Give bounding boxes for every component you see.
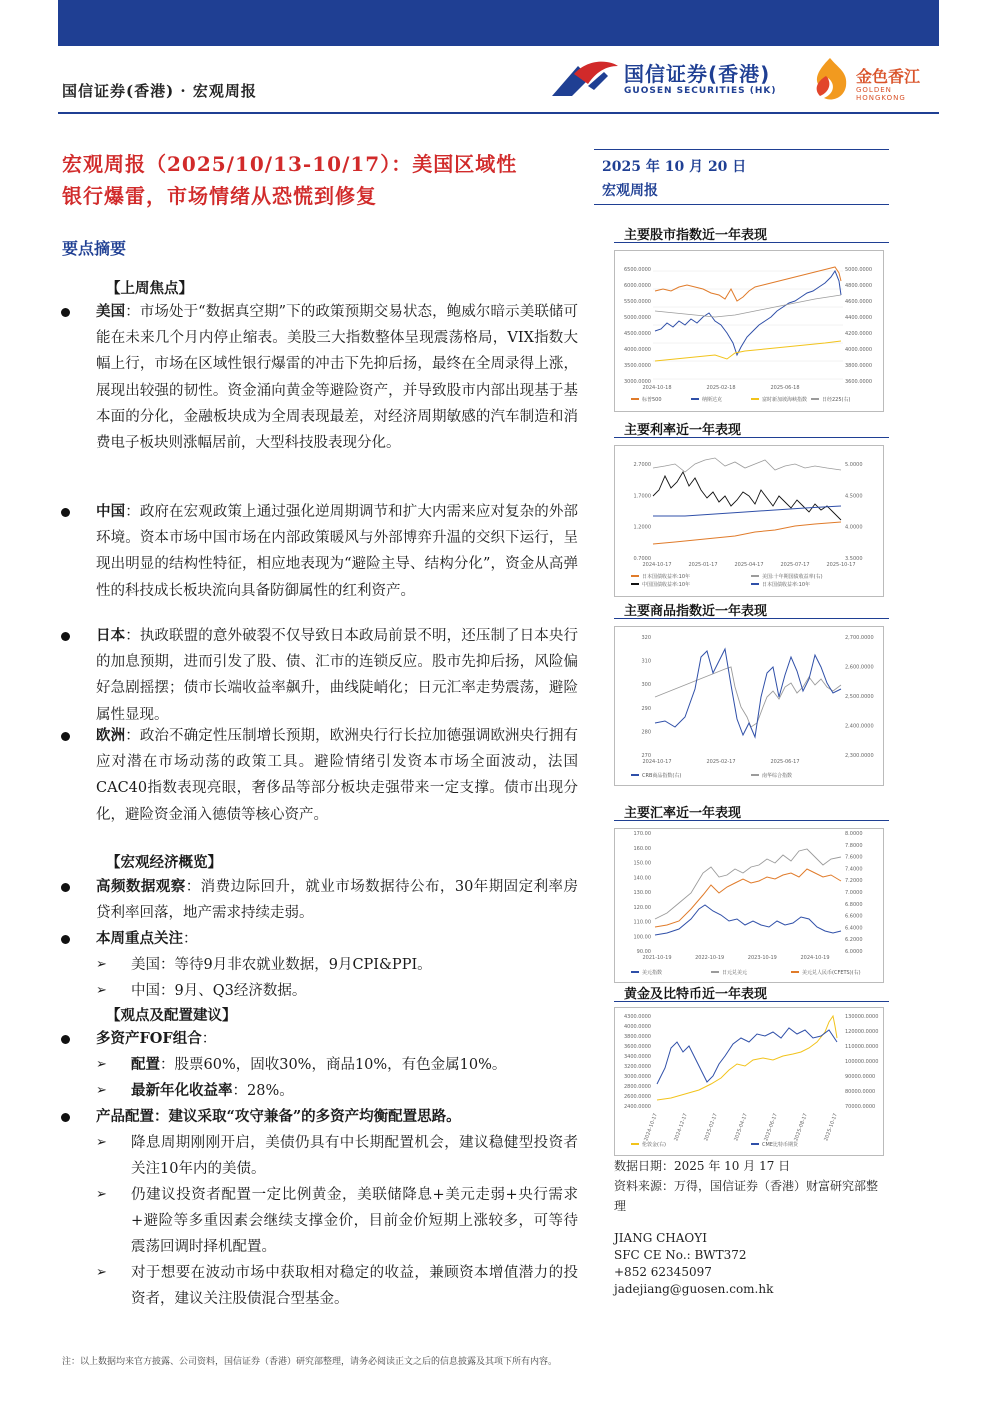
analyst-sfc: SFC CE No.: BWT372: [614, 1248, 747, 1262]
y-tick-left: 3000.0000: [623, 379, 651, 385]
para-fof: [96, 1026, 578, 1052]
chart-title-equity: 主要股市指数近一年表现: [624, 228, 768, 243]
y-tick-left: 170.00: [633, 831, 651, 837]
text-cn: ：政府在宏观政策上通过强化逆周期调节和扩大内需来应对复杂的外部环境。资本市场中国市场在内部政策暖风与外部博弈升温的交织下运行，呈现出明显的结构性特征，相应地表现为“避险主导、结构分化”，资金从高弹性的科技成长板块流向具备防御属性的红利资产。: [96, 504, 578, 599]
series-nasdaq: [655, 271, 841, 355]
para-japan: [96, 623, 578, 728]
legend-label: 标普500: [642, 397, 662, 403]
x-tick: 2025-06-17: [763, 1112, 779, 1142]
x-tick: 2024-10-18: [642, 385, 672, 391]
y-tick-right: 6.2000: [845, 937, 863, 944]
y-tick-right: 3600.0000: [845, 379, 873, 385]
chart-title-rates: 主要利率近一年表现: [624, 423, 742, 438]
para-focus: [96, 926, 578, 952]
legend-label: 美国:十年期国债收益率(右): [762, 574, 823, 580]
y-tick-left: 4000.0000: [623, 347, 651, 353]
legend-label: 伦敦金(右): [642, 1142, 666, 1148]
legend-label: CRB商品指数(右): [642, 773, 682, 779]
y-tick-right: 70000.0000: [845, 1104, 876, 1110]
y-tick-left: 6000.0000: [623, 283, 651, 289]
chart-gold: [614, 1007, 884, 1156]
series-cn10y: [653, 472, 841, 520]
arrow-icon: ➢: [96, 983, 107, 998]
x-tick: 2025-04-17: [734, 562, 764, 568]
report-type: 宏观周报: [602, 183, 658, 199]
legend-swatch: [751, 774, 759, 776]
y-tick-left: 0.7000: [633, 556, 651, 562]
commodity-x-ticks: [642, 759, 799, 765]
y-tick-left: 120.00: [633, 904, 651, 911]
gold-right-ticks: [845, 1014, 878, 1110]
y-tick-right: 2,300.0000: [845, 753, 874, 759]
text-prod: ：建议采取“攻守兼备”的多资产均衡配置思路。: [154, 1108, 461, 1125]
series-nanhua: [655, 667, 841, 727]
gold-legend: [631, 1141, 799, 1148]
x-tick: 2024-10-17: [642, 562, 672, 568]
y-tick-left: 4000.0000: [623, 1024, 651, 1030]
y-tick-right: 2,700.0000: [845, 635, 874, 641]
rates-x-ticks: [642, 562, 855, 568]
summary-heading: 要点摘要: [62, 239, 127, 258]
y-tick-left: 290: [641, 705, 651, 712]
analyst-block: [614, 1230, 773, 1298]
data-date: 数据日期：2025 年 10 月 17 日: [614, 1159, 791, 1173]
commodity-left-ticks: [641, 635, 651, 759]
x-tick: 2025-10-17: [823, 1112, 839, 1142]
y-tick-right: 90000.0000: [845, 1074, 876, 1080]
footnote: 注：以上数据均来官方披露、公司资料，国信证券（香港）研究部整理，请务必阅读正文之后的信息披露及其项下所有内容。: [62, 1357, 558, 1367]
prod-item-3: 对于想要在波动市场中获取相对稳定的收益，兼顾资本增值潜力的投资者，建议关注股债混合型基金。: [131, 1265, 578, 1308]
chart-title-fx: 主要汇率近一年表现: [624, 806, 742, 821]
legend-label: CME比特币期货: [762, 1142, 798, 1148]
para-us: [96, 299, 578, 456]
y-tick-right: 4600.0000: [845, 299, 873, 305]
legend-swatch: [631, 575, 639, 577]
y-tick-left: 3200.0000: [623, 1064, 651, 1070]
chart-fx: [614, 828, 884, 983]
y-tick-left: 2.7000: [633, 462, 651, 468]
y-tick-left: 160.00: [633, 845, 651, 852]
header-divider: [58, 112, 939, 114]
y-tick-right: 7.8000: [845, 842, 863, 849]
y-tick-left: 270: [641, 753, 651, 759]
report-date: 2025 年 10 月 20 日: [602, 159, 747, 175]
rates-right-ticks: [845, 462, 863, 562]
guosen-mark-icon: [548, 56, 622, 102]
y-tick-left: 280: [641, 729, 651, 736]
legend-label: 南华综合指数: [762, 773, 793, 779]
y-tick-right: 5000.0000: [845, 267, 873, 273]
y-tick-left: 2400.0000: [623, 1104, 651, 1110]
arrow-icon: ➢: [96, 957, 107, 972]
legend-swatch: [711, 971, 719, 973]
arrow-icon: ➢: [96, 1057, 107, 1072]
legend-swatch: [751, 575, 759, 577]
focus-us: 美国：等待9月非农就业数据，9月CPI&PPI。: [131, 957, 432, 973]
para-china: [96, 499, 578, 604]
y-tick-right: 7.4000: [845, 866, 863, 873]
y-tick-right: 7.0000: [845, 890, 863, 896]
gold-english-name: GOLDEN HONGKONG: [856, 86, 906, 102]
fof-colon: ：: [201, 1031, 217, 1047]
bullet-dot: [61, 935, 70, 944]
y-tick-left: 310: [641, 658, 651, 665]
x-tick: 2025-01-17: [688, 562, 718, 568]
y-tick-left: 1.7000: [633, 493, 651, 500]
legend-swatch: [751, 583, 759, 585]
series-dxy: [655, 905, 841, 935]
y-tick-right: 80000.0000: [845, 1089, 876, 1095]
rates-left-ticks: [634, 462, 652, 562]
chart-fx-svg: [615, 829, 883, 982]
bullet-dot: [61, 1113, 70, 1122]
prod-item-2: 仍建议投资者配置一定比例黄金，美联储降息+美元走弱+央行需求+避险等多重因素会继续支撑金价，目前金价短期上涨较多，可等待震荡回调时择机配置。: [131, 1187, 578, 1256]
title-line-1: 宏观周报（2025/10/13-10/17）：美国区域性: [62, 152, 518, 176]
x-tick: 2025-02-17: [703, 1112, 719, 1142]
legend-label: 日本国债收益率:10年: [762, 582, 811, 588]
chart-title-gold: 黄金及比特币近一年表现: [624, 987, 768, 1002]
series-jgb10y: [653, 506, 841, 516]
para-high-frequency: [96, 874, 578, 926]
arrow-icon: ➢: [96, 1083, 107, 1098]
side-date-box: [594, 149, 889, 205]
label-eu: 欧洲: [96, 727, 126, 744]
x-tick: 2024-12-17: [673, 1112, 689, 1142]
series-sti: [655, 341, 841, 361]
x-tick: 2022-10-19: [695, 955, 725, 961]
text-us: ：市场处于“数据真空期”下的政策预期交易状态，鲍威尔暗示美联储可能在未来几个月内停止缩表。美股三大指数整体呈现震荡格局，VIX指数大幅上行，市场在区域性银行爆雷的冲击下先抑后扬，最终在全周录得上涨，展现出较强的韧性。资金涌向黄金等避险资产，并导致股市内部出现基于基本面的分化，金融板块成为全周表现最差，对经济周期敏感的汽车制造和消费电子板块则涨幅居前，大型科技股表现分化。: [96, 304, 579, 452]
y-tick-left: 3400.0000: [623, 1054, 651, 1060]
para-europe: [96, 723, 578, 828]
label-yield: 最新年化收益率: [131, 1082, 233, 1099]
commodity-right-ticks: [845, 635, 874, 759]
commodity-legend: [631, 772, 792, 779]
y-tick-right: 6.0000: [845, 949, 863, 955]
y-tick-left: 2800.0000: [623, 1084, 651, 1090]
guosen-logo: [548, 56, 788, 102]
fx-right-ticks: [845, 831, 863, 955]
text-hf: ：消费边际回升，就业市场数据待公布，30年期固定利率房贷利率回落，地产需求持续走弱。: [96, 879, 578, 922]
x-tick: 2021-10-19: [642, 955, 672, 961]
legend-swatch: [811, 398, 819, 400]
series-sp500: [655, 267, 841, 301]
series-gold: [657, 1016, 837, 1100]
y-tick-left: 3800.0000: [623, 1034, 651, 1040]
legend-swatch: [631, 398, 639, 400]
series-nikkei: [655, 295, 841, 317]
legend-swatch: [631, 1143, 639, 1145]
y-tick-left: 3000.0000: [623, 1074, 651, 1080]
y-tick-right: 6.6000: [845, 913, 863, 920]
bullet-dot: [61, 508, 70, 517]
y-tick-right: 2,500.0000: [845, 694, 874, 700]
y-tick-left: 3600.0000: [623, 1044, 651, 1050]
y-tick-right: 3800.0000: [845, 363, 873, 369]
fx-x-ticks: [642, 955, 829, 961]
legend-label: 美元兑人民币(CFETS)(右): [802, 970, 861, 976]
series-usdcny: [655, 869, 841, 927]
legend-label: 日经225(右): [822, 397, 851, 403]
x-tick: 2025-04-17: [733, 1112, 749, 1142]
y-tick-right: 6.8000: [845, 901, 863, 908]
y-tick-left: 150.00: [633, 860, 651, 867]
y-tick-right: 3.5000: [845, 556, 863, 562]
y-tick-right: 130000.0000: [845, 1014, 879, 1020]
y-tick-right: 5.0000: [845, 462, 863, 468]
y-tick-right: 4.5000: [845, 493, 863, 500]
y-tick-left: 90.00: [636, 949, 651, 955]
bullet-dot: [61, 632, 70, 641]
y-tick-right: 4400.0000: [845, 315, 873, 321]
legend-swatch: [631, 583, 639, 585]
analyst-phone: +852 62345097: [614, 1265, 712, 1279]
fx-left-ticks: [634, 831, 652, 955]
y-tick-left: 100.00: [633, 934, 651, 941]
x-tick: 2023-10-19: [747, 955, 777, 961]
title-line-2: 银行爆雷，市场情绪从恐慌到修复: [62, 184, 377, 208]
label-jp: 日本: [96, 627, 126, 644]
chart-gold-svg: [615, 1008, 883, 1155]
series-us10y: [653, 458, 841, 472]
y-tick-right: 120000.0000: [845, 1029, 879, 1035]
y-tick-left: 3500.0000: [623, 363, 651, 369]
equity-gridlines: [653, 271, 843, 379]
legend-swatch: [751, 1143, 759, 1145]
y-tick-right: 2,600.0000: [845, 664, 874, 671]
chart-rates: [614, 445, 884, 597]
series-crb: [655, 649, 841, 737]
label-hf: 高频数据观察: [96, 878, 186, 895]
legend-label: 富时新加坡海峡指数: [762, 397, 808, 403]
y-tick-right: 2,400.0000: [845, 723, 874, 730]
x-tick: 2025-10-17: [826, 562, 856, 568]
chart-commodity-svg: [615, 627, 883, 785]
y-tick-right: 7.2000: [845, 878, 863, 885]
y-tick-left: 4300.0000: [623, 1014, 651, 1020]
arrow-icon: ➢: [96, 1135, 107, 1150]
equity-right-ticks: [845, 267, 872, 385]
y-tick-left: 4500.0000: [623, 331, 651, 337]
y-tick-left: 140.00: [633, 875, 651, 882]
legend-label: 美元指数: [642, 970, 663, 976]
gold-chinese-name: 金色香江: [856, 67, 921, 86]
y-tick-left: 5000.0000: [623, 315, 651, 321]
top-color-bar: [58, 0, 939, 46]
legend-label: 日元兑美元: [722, 970, 748, 976]
y-tick-right: 4800.0000: [845, 283, 873, 289]
para-product: [96, 1104, 578, 1130]
yield-line: [131, 1078, 578, 1104]
x-tick: 2025-02-18: [706, 385, 736, 391]
arrow-icon: ➢: [96, 1187, 107, 1202]
focus-cn: 中国：9月、Q3经济数据。: [131, 983, 307, 999]
y-tick-left: 5500.0000: [623, 299, 651, 305]
label-prod: 产品配置: [96, 1108, 154, 1125]
legend-swatch: [691, 398, 699, 400]
y-tick-right: 8.0000: [845, 831, 863, 837]
chart-rates-svg: [615, 446, 883, 596]
bullet-dot: [61, 1035, 70, 1044]
series-jpyusd: [655, 849, 841, 919]
focus-colon: ：: [183, 931, 198, 947]
text-eu: ：政治不确定性压制增长预期，欧洲央行行长拉加德强调欧洲央行拥有应对潜在市场动荡的政策工具。避险情绪引发资本市场全面波动，法国CAC40指数表现亮眼，奢侈品等部分板块走强带来一定支撑。债市出现分化，避险资金涌入德债等核心资产。: [96, 728, 578, 823]
equity-x-ticks: [642, 385, 799, 391]
y-tick-right: 4.0000: [845, 524, 863, 531]
header-report-name: 国信证券(香港) · 宏观周报: [62, 82, 257, 100]
y-tick-right: 4000.0000: [845, 347, 873, 353]
y-tick-left: 320: [641, 635, 651, 641]
bullet-dot: [61, 883, 70, 892]
x-tick: 2024-10-17: [643, 1112, 659, 1142]
legend-swatch: [791, 971, 799, 973]
x-tick: 2025-06-17: [770, 759, 800, 765]
legend-swatch: [631, 774, 639, 776]
label-fof: 多资产FOF组合: [96, 1030, 202, 1047]
legend-label: 纳斯达克: [702, 397, 723, 403]
bullet-dot: [61, 732, 70, 741]
analyst-name: JIANG CHAOYI: [614, 1231, 707, 1245]
equity-left-ticks: [624, 267, 651, 385]
x-tick: 2025-06-18: [770, 385, 800, 391]
equity-legend: [631, 396, 850, 403]
y-tick-left: 130.00: [633, 890, 651, 896]
y-tick-right: 6.4000: [845, 925, 863, 932]
x-tick: 2025-08-17: [793, 1112, 809, 1142]
legend-label: 日本国债收益率:10年: [642, 574, 691, 580]
chart-commodity: [614, 626, 884, 786]
data-source: 资料来源：万得，国信证券（香港）财富研究部整理: [614, 1179, 879, 1213]
series-bitcoin: [657, 1028, 837, 1084]
chart-equity-svg: [615, 251, 883, 411]
y-tick-right: 100000.0000: [845, 1059, 879, 1065]
label-focus: 本周重点关注: [96, 930, 183, 947]
y-tick-right: 110000.0000: [845, 1044, 879, 1050]
y-tick-right: 7.6000: [845, 854, 863, 861]
chart-equity: [614, 250, 884, 412]
section-macro: 【宏观经济概览】: [106, 854, 222, 871]
legend-swatch: [751, 398, 759, 400]
prod-item-1: 降息周期刚刚开启，美债仍具有中长期配置机会，建议稳健型投资者关注10年内的美债。: [131, 1135, 578, 1178]
legend-label: 中国国债收益率:10年: [642, 582, 691, 588]
y-tick-left: 2600.0000: [623, 1094, 651, 1100]
logo-english-name: GUOSEN SECURITIES (HK): [624, 86, 777, 96]
section-allocation: 【观点及配置建议】: [106, 1007, 237, 1024]
text-jp: ：执政联盟的意外破裂不仅导致日本政局前景不明，还压制了日本央行的加息预期，进而引发了股、债、汇市的连锁反应。股市先抑后扬，风险偏好急剧摇摆；债市长端收益率飙升，曲线陡峭化；日元汇率走势震荡，避险属性显现。: [96, 628, 578, 723]
y-tick-left: 6500.0000: [623, 267, 651, 273]
label-us: 美国: [96, 303, 126, 320]
alloc-line: [131, 1052, 578, 1078]
y-tick-left: 1.2000: [633, 524, 651, 531]
x-tick: 2025-07-17: [780, 562, 810, 568]
text-alloc: ：股票60%，固收30%，商品10%，有色金属10%。: [160, 1057, 507, 1073]
text-yield: ：28%。: [232, 1083, 294, 1099]
golden-hongkong-logo: [808, 54, 942, 104]
rates-legend: [631, 573, 823, 588]
x-tick: 2024-10-19: [800, 955, 830, 961]
chart-title-commodity: 主要商品指数近一年表现: [624, 604, 768, 619]
label-cn: 中国: [96, 503, 126, 520]
section-focus: 【上周焦点】: [106, 280, 193, 297]
y-tick-right: 4200.0000: [845, 331, 873, 337]
flame-icon: [808, 54, 854, 104]
arrow-icon: ➢: [96, 1265, 107, 1280]
x-tick: 2025-02-17: [706, 759, 736, 765]
y-tick-left: 110.00: [633, 919, 651, 926]
legend-swatch: [631, 971, 639, 973]
y-tick-left: 300: [641, 682, 651, 689]
report-title: [62, 148, 562, 212]
label-alloc: 配置: [131, 1056, 160, 1073]
analyst-email[interactable]: jadejiang@guosen.com.hk: [614, 1282, 774, 1296]
fx-legend: [631, 969, 861, 976]
x-tick: 2024-10-17: [642, 759, 672, 765]
logo-chinese-name: 国信证券(香港): [624, 62, 771, 86]
gold-left-ticks: [624, 1014, 651, 1110]
series-jgb-orange: [653, 522, 841, 544]
bullet-dot: [61, 308, 70, 317]
gold-x-ticks: [643, 1113, 839, 1142]
